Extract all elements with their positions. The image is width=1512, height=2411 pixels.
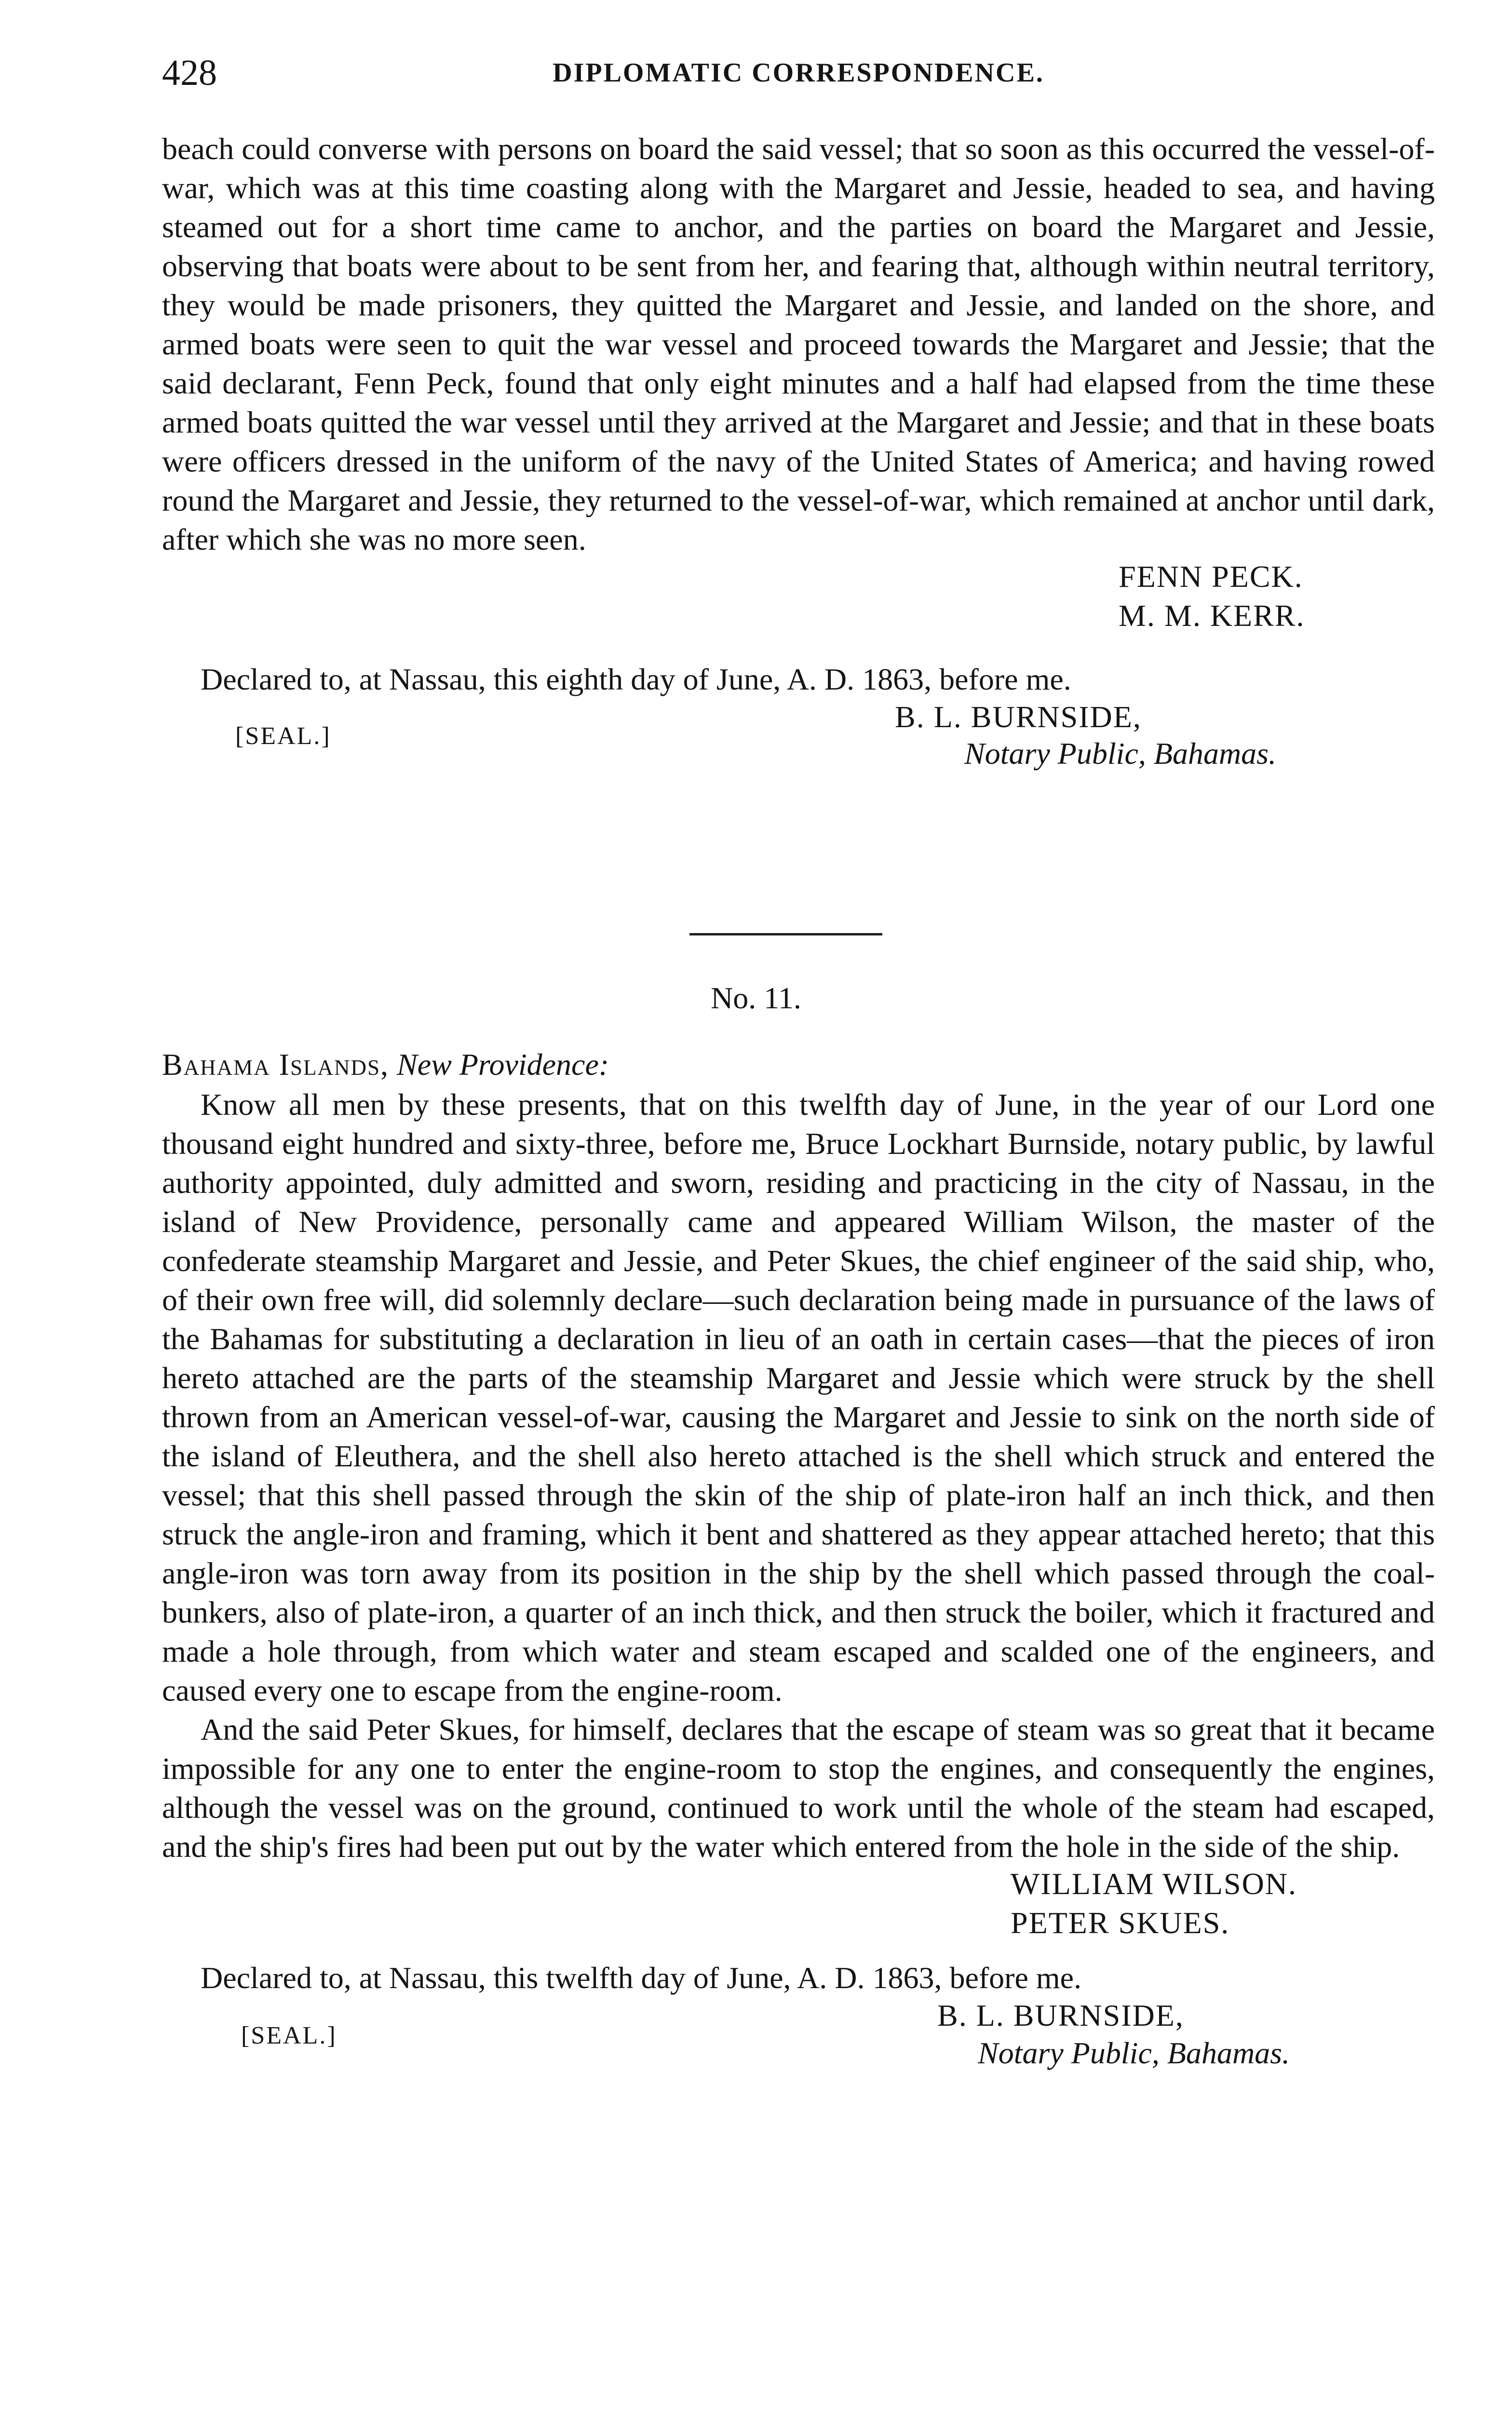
declaration-10-signatures bbox=[1119, 557, 1305, 635]
signature-peter-skues: PETER SKUES. bbox=[1011, 1906, 1230, 1940]
signature-william-wilson: WILLIAM WILSON. bbox=[1011, 1867, 1297, 1901]
declaration-11-place bbox=[162, 1045, 609, 1084]
declaration-10-declared-line: Declared to, at Nassau, this eighth day of June, A. D. 1863, before me. bbox=[201, 662, 1071, 696]
declaration-11-notary-name: B. L. BURNSIDE, bbox=[937, 1998, 1184, 2032]
section-divider bbox=[689, 933, 882, 935]
declaration-10-seal: [SEAL.] bbox=[235, 722, 331, 750]
declaration-11-paragraph-1: Know all men by these presents, that on this twelfth day of June, in the year of our Lord one thousand eight hundred and sixty-three, before me, Bruce Lockhart Burnside, notary public, by lawful authority appointed, duly admitted and sworn, residing and practicing in the city of Nassau, in the island of New Providence, personally came and appeared William Wilson, the master of the confederate steamship Margaret and Jessie, and Peter Skues, the chief engineer of the said ship, who, of their own free will, did solemnly declare—such declaration being made in pursuance of the laws of the Bahamas for substituting a declaration in lieu of an oath in certain cases—that the pieces of iron hereto attached are the parts of the steamship Margaret and Jessie which were struck by the shell thrown from an American vessel-of-war, causing the Margaret and Jessie to sink on the north side of the island of Eleuthera, and the shell also hereto attached is the shell which struck and entered the vessel; that this shell passed through the skin of the ship of plate-iron half an inch thick, and then struck the angle-iron and framing, which it bent and shattered as they appear attached hereto; that this angle-iron was torn away from its position in the ship by the shell which passed through the coal-bunkers, also of plate-iron, a quarter of an inch thick, and then struck the boiler, which it fractured and made a hole through, from which water and steam escaped and scalded one of the engineers, and caused every one to escape from the engine-room. bbox=[162, 1087, 1435, 1707]
page-header bbox=[162, 46, 1435, 99]
declaration-11-notary-title: Notary Public, Bahamas. bbox=[978, 2036, 1290, 2070]
declaration-11-declared-line: Declared to, at Nassau, this twelfth day of June, A. D. 1863, before me. bbox=[201, 1961, 1082, 1995]
place-island: New Providence: bbox=[397, 1047, 609, 1082]
declaration-11-seal: [SEAL.] bbox=[241, 2022, 337, 2049]
declaration-11-body bbox=[162, 1085, 1435, 1866]
declaration-11-paragraph-2: And the said Peter Skues, for himself, declares that the escape of steam was so great that it became impossible for any one to enter the engine-room to stop the engines, and consequently the engines, although the vessel was on the ground, continued to work until the whole of the steam had escaped, and the ship's fires had been put out by the water which entered from the hole in the side of the ship. bbox=[162, 1712, 1435, 1864]
signature-m-m-kerr: M. M. KERR. bbox=[1119, 598, 1305, 633]
signature-fenn-peck: FENN PECK. bbox=[1119, 559, 1303, 594]
declaration-10-body bbox=[162, 129, 1435, 559]
declaration-11-number: No. 11. bbox=[711, 981, 801, 1015]
declaration-10-paragraph: beach could converse with persons on board the said vessel; that so soon as this occurred the vessel-of-war, which was at this time coasting along with the Margaret and Jessie, headed to sea, and having steamed out for a short time came to anchor, and the parties on board the Margaret and Jessie, observing that boats were about to be sent from her, and fearing that, although within neutral territory, they would be made prisoners, they quitted the Margaret and Jessie, and landed on the shore, and armed boats were seen to quit the war vessel and proceed towards the Margaret and Jessie; that the said declarant, Fenn Peck, found that only eight minutes and a half had elapsed from the time these armed boats quitted the war vessel until they arrived at the Margaret and Jessie; and that in these boats were officers dressed in the uniform of the navy of the United States of America; and having rowed round the Margaret and Jessie, they returned to the vessel-of-war, which remained at anchor until dark, after which she was no more seen. bbox=[162, 132, 1435, 556]
declaration-10-notary-title: Notary Public, Bahamas. bbox=[964, 736, 1277, 771]
declaration-10-notary-name: B. L. BURNSIDE, bbox=[895, 700, 1142, 734]
place-region: Bahama Islands, bbox=[162, 1047, 390, 1082]
page-number: 428 bbox=[162, 53, 217, 93]
running-title: DIPLOMATIC CORRESPONDENCE. bbox=[553, 58, 1044, 88]
declaration-11-signatures bbox=[1011, 1864, 1297, 1942]
